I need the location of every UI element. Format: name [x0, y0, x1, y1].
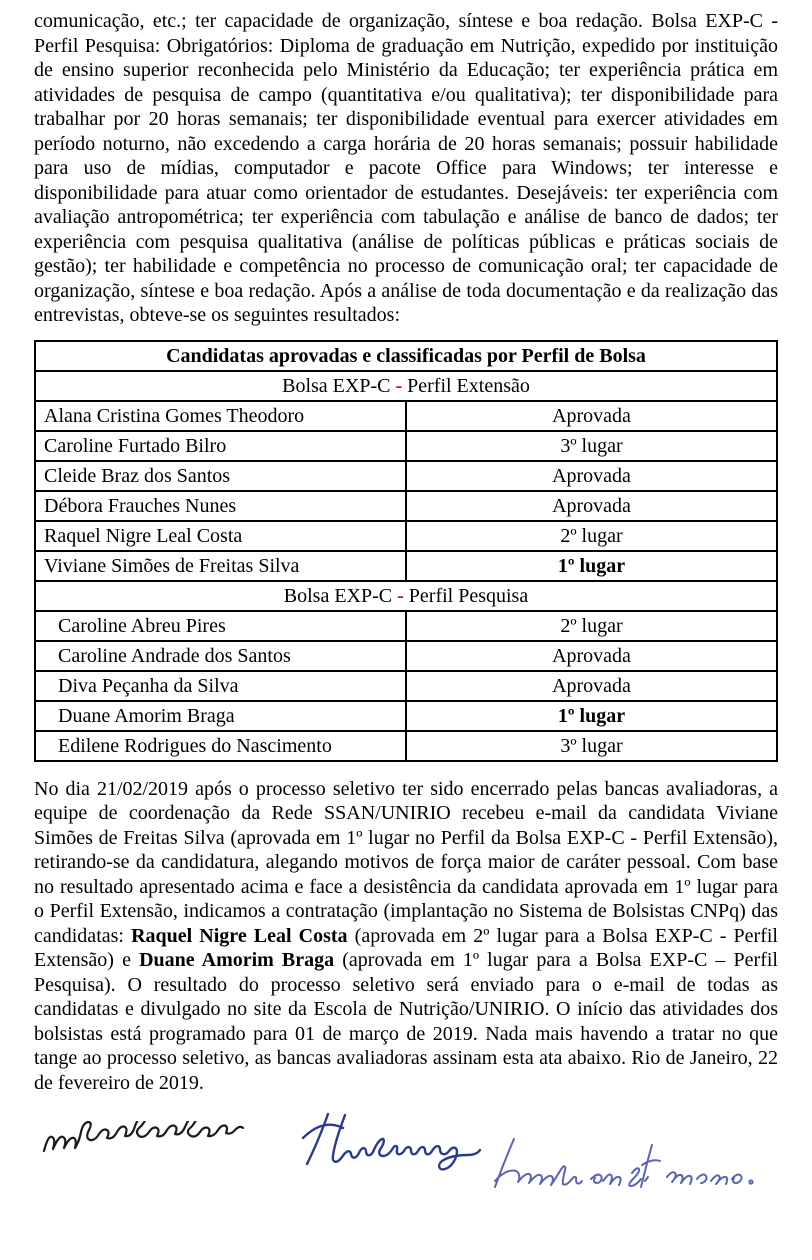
table-row: [35, 521, 777, 551]
candidate-result-cell: 1º lugar: [406, 701, 777, 731]
table-row: [35, 731, 777, 761]
candidate-name-cell: Raquel Nigre Leal Costa: [35, 521, 406, 551]
results-table: [34, 340, 778, 762]
candidate-result-cell: 2º lugar: [406, 521, 777, 551]
table-row: [35, 641, 777, 671]
candidate-name-cell: Débora Frauches Nunes: [35, 491, 406, 521]
section-label-suffix: Perfil Extensão: [407, 374, 530, 397]
table-row: [35, 401, 777, 431]
candidate-result-cell: 3º lugar: [406, 731, 777, 761]
candidate-result-cell: Aprovada: [406, 641, 777, 671]
candidate-result-cell: 1º lugar: [406, 551, 777, 581]
section-label-prefix: Bolsa EXP-C: [282, 374, 391, 397]
results-table-body: [35, 341, 777, 761]
section-label-prefix: Bolsa EXP-C: [283, 584, 393, 607]
signature-evaluator-1: [42, 1121, 254, 1165]
candidate-name-cell: Edilene Rodrigues do Nascimento: [35, 731, 406, 761]
candidate-result-cell: Aprovada: [406, 491, 777, 521]
paragraph-text: No dia 21/02/2019 após o processo seletivo ter sido encerrado pelas bancas avaliadoras, a equipe de coordenação da Rede SSAN/UNIRIO recebeu e-mail da candidata Viviane Simões de Freitas Silva (aprovada em 1º lugar no Perfil da Bolsa EXP-C - Perfil Extensão), retirando-se da candidatura, alegando motivos de força maior de caráter pessoal. Com base no resultado apresentado acima e face a desistência da candidata aprovada em 1º lugar para o Perfil Extensão, indicamos a contratação (implantação no Sistema de Bolsistas CNPq) das candidatas:: [34, 777, 778, 947]
candidate-name-cell: Viviane Simões de Freitas Silva: [35, 551, 406, 581]
candidate-name-cell: Alana Cristina Gomes Theodoro: [35, 401, 406, 431]
table-row: [35, 461, 777, 491]
candidate-name-bold: Duane Amorim Braga: [139, 949, 335, 971]
paragraph-requirements: comunicação, etc.; ter capacidade de organização, síntese e boa redação. Bolsa EXP-C - Perfil Pesquisa: Obrigatórios: Diploma de graduação em Nutrição, expedido por instituição de ensino superior reconhecida pelo Ministério da Educação; ter experiência prática em atividades de pesquisa de campo (quantitativa e/ou qualitativa); ter disponibilidade para trabalhar por 20 horas semanais; ter disponibilidade eventual para exercer atividades em período noturno, não excedendo a carga horária de 20 horas semanais; possuir habilidade para uso de mídias, computador e pacote Office para Windows; ter interesse e disponibilidade para atuar como orientador de estudantes. Desejáveis: ter experiência com avaliação antropométrica; ter experiência com tabulação e análise de banco de dados; ter experiência com pesquisa qualitativa (análise de políticas públicas e práticas sociais de gestão); ter habilidade e competência no processo de comunicação oral; ter capacidade de organização, síntese e boa redação. Após a análise de toda documentação e da realização das entrevistas, obteve-se os seguintes resultados:: [34, 10, 778, 326]
candidate-name-cell: Duane Amorim Braga: [35, 701, 406, 731]
table-row: [35, 491, 777, 521]
section-label-separator: -: [397, 584, 404, 607]
paragraph-text: (aprovada em 1º lugar para a Bolsa EXP-C – Perfil Pesquisa). O resultado do processo seletivo será enviado para o e-mail de todas as candidatas e divulgado no site da Escola de Nutrição/UNIRIO. O início das atividades dos bolsistas está programado para 01 de março de 2019. Nada mais havendo a tratar no que tange ao processo seletivo, as bancas avaliadoras assinam esta ata abaixo. Rio de Janeiro, 22 de fevereiro de 2019.: [34, 949, 778, 1094]
table-row: [35, 371, 777, 401]
section-label-suffix: Perfil Pesquisa: [408, 584, 529, 607]
candidate-result-cell: 2º lugar: [406, 611, 777, 641]
signature-evaluator-2: [298, 1111, 483, 1173]
candidate-name-cell: Caroline Andrade dos Santos: [35, 641, 406, 671]
signatures-block: [34, 1109, 778, 1204]
table-row: [35, 671, 777, 701]
table-section-header: [35, 581, 777, 611]
candidate-result-cell: Aprovada: [406, 671, 777, 701]
candidate-name-cell: Caroline Abreu Pires: [35, 611, 406, 641]
table-title-cell: Candidatas aprovadas e classificadas por Perfil de Bolsa: [35, 341, 777, 371]
candidate-name-bold: Raquel Nigre Leal Costa: [131, 924, 348, 947]
table-row: [35, 701, 777, 731]
table-row: [35, 431, 777, 461]
candidate-name-cell: Cleide Braz dos Santos: [35, 461, 406, 491]
section-label-separator: -: [395, 374, 403, 397]
candidate-result-cell: Aprovada: [406, 401, 777, 431]
table-row: [35, 611, 777, 641]
table-row: [35, 581, 777, 611]
candidate-name-cell: Diva Peçanha da Silva: [35, 671, 406, 701]
paragraph-text: (aprovada em 2º lugar para a Bolsa EXP-C - Perfil Extensão) e: [34, 924, 778, 971]
table-row: [35, 341, 777, 371]
candidate-result-cell: Aprovada: [406, 461, 777, 491]
signature-evaluator-3: [492, 1135, 757, 1195]
table-section-header: [35, 371, 777, 401]
table-row: [35, 551, 777, 581]
paragraph-decision: [34, 777, 778, 1096]
candidate-result-cell: 3º lugar: [406, 431, 777, 461]
candidate-name-cell: Caroline Furtado Bilro: [35, 431, 406, 461]
